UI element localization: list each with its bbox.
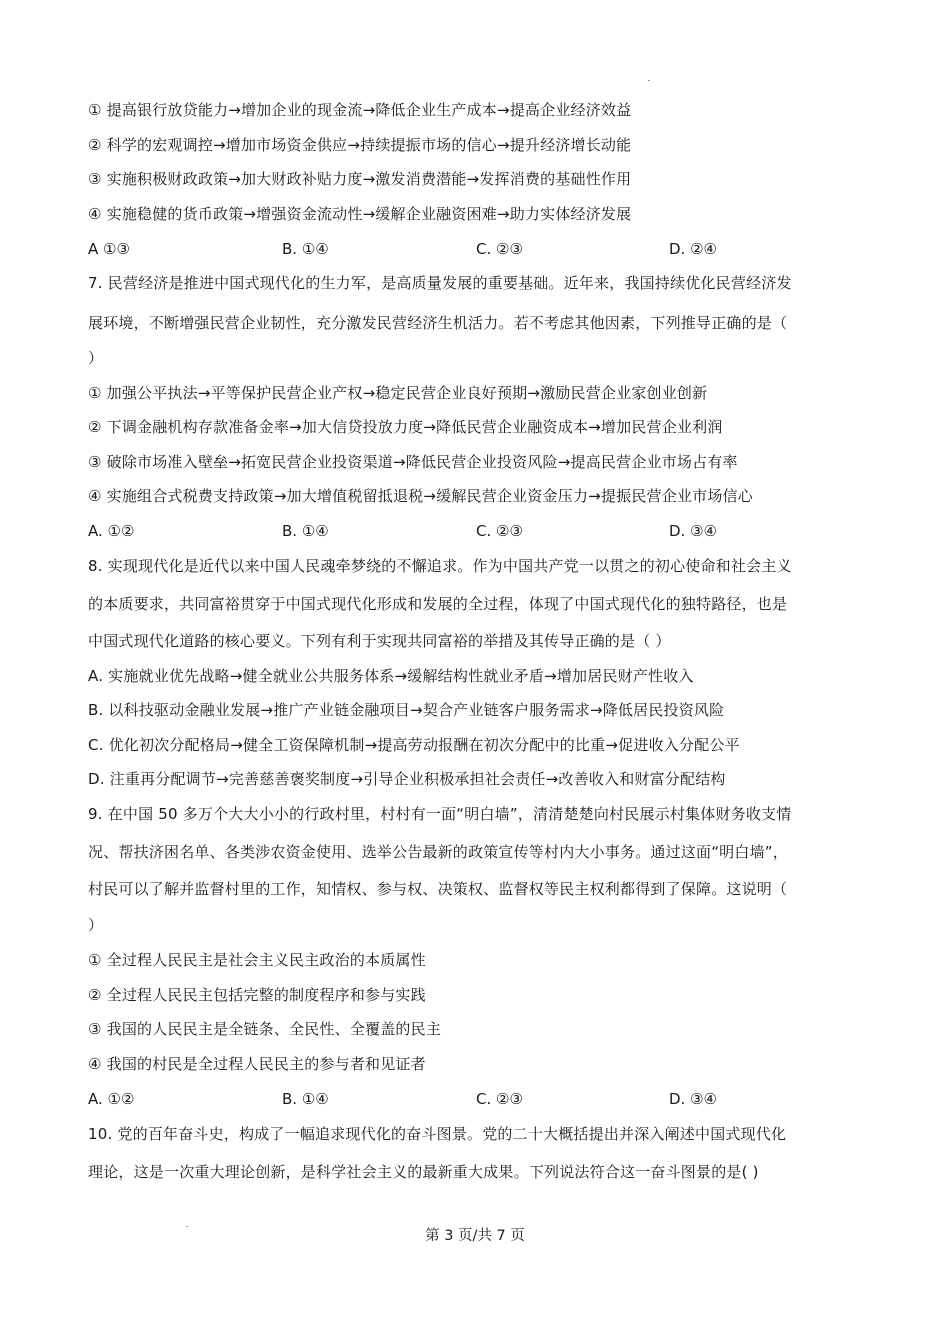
q9-item-2: ② 全过程人民民主包括完整的制度程序和参与实践 (88, 986, 426, 1004)
q8-stem-line-1: 8. 实现现代化是近代以来中国人民魂牵梦绕的不懈追求。作为中国共产党一以贯之的初心使命和社会主义 (88, 557, 792, 575)
q9-item-1: ① 全过程人民民主是社会主义民主政治的本质属性 (88, 951, 426, 969)
q8-choice-a: A. 实施就业优先战略→健全就业公共服务体系→缓解结构性就业矛盾→增加居民财产性收入 (88, 667, 694, 685)
q7-option-d: D. ③④ (669, 522, 717, 540)
q9-option-a: A. ①② (88, 1090, 135, 1108)
q6-item-1: ① 提高银行放贷能力→增加企业的现金流→降低企业生产成本→提高企业经济效益 (88, 101, 632, 119)
q9-stem-line-1: 9. 在中国 50 多万个大大小小的行政村里，村村有一面“明白墙”，清清楚楚向村民展示村集体财务收支情 (88, 805, 792, 823)
page-number: 第 3 页/共 7 页 (425, 1228, 525, 1244)
q9-stem-line-3: 村民可以了解并监督村里的工作，知情权、参与权、决策权、监督权等民主权利都得到了保障。这说明（ (88, 880, 788, 898)
q9-stem-line-2: 况、帮扶济困名单、各类涉农资金使用、选举公告最新的政策宣传等村内大小事务。通过这面“明白墙”， (88, 843, 788, 861)
q8-stem-line-2: 的本质要求，共同富裕贯穿于中国式现代化形成和发展的全过程，体现了中国式现代化的独特路径，也是 (88, 595, 788, 613)
q6-item-2: ② 科学的宏观调控→增加市场资金供应→持续提振市场的信心→提升经济增长动能 (88, 136, 632, 154)
q7-item-3: ③ 破除市场准入壁垒→拓宽民营企业投资渠道→降低民营企业投资风险→提高民营企业市场占有率 (88, 453, 738, 471)
q7-item-4: ④ 实施组合式税费支持政策→加大增值税留抵退税→缓解民营企业资金压力→提振民营企业市场信心 (88, 487, 753, 505)
q8-stem-line-3: 中国式现代化道路的核心要义。下列有利于实现共同富裕的举措及其传导正确的是（ ） (88, 632, 671, 650)
q8-choice-b: B. 以科技驱动金融业发展→推广产业链金融项目→契合产业链客户服务需求→降低居民投资风险 (88, 701, 725, 719)
q7-item-1: ① 加强公平执法→平等保护民营企业产权→稳定民营企业良好预期→激励民营企业家创业创新 (88, 384, 708, 402)
q9-item-4: ④ 我国的村民是全过程人民民主的参与者和见证者 (88, 1055, 426, 1073)
q6-option-c: C. ②③ (476, 240, 523, 258)
q9-option-c: C. ②③ (476, 1090, 523, 1108)
q10-stem-line-1: 10. 党的百年奋斗史，构成了一幅追求现代化的奋斗图景。党的二十大概括提出并深入阐述中国式现代化 (88, 1125, 787, 1143)
q7-stem-line-3: ） (88, 349, 104, 367)
q8-choice-c: C. 优化初次分配格局→健全工资保障机制→提高劳动报酬在初次分配中的比重→促进收入分配公平 (88, 736, 740, 754)
q6-option-a: A ①③ (88, 240, 130, 258)
q7-stem-line-2: 展环境，不断增强民营企业韧性，充分激发民营经济生机活力。若不考虑其他因素，下列推导正确的是（ (88, 314, 788, 332)
q6-item-3: ③ 实施积极财政政策→加大财政补贴力度→激发消费潜能→发挥消费的基础性作用 (88, 170, 632, 188)
q6-option-b: B. ①④ (282, 240, 329, 258)
q9-option-d: D. ③④ (669, 1090, 717, 1108)
q9-item-3: ③ 我国的人民民主是全链条、全民性、全覆盖的民主 (88, 1020, 442, 1038)
q8-choice-d: D. 注重再分配调节→完善慈善褒奖制度→引导企业积极承担社会责任→改善收入和财富分配结构 (88, 770, 726, 788)
q7-item-2: ② 下调金融机构存款准备金率→加大信贷投放力度→降低民营企业融资成本→增加民营企业利润 (88, 418, 723, 436)
q6-option-d: D. ②④ (669, 240, 717, 258)
q9-option-b: B. ①④ (282, 1090, 329, 1108)
q7-option-a: A. ①② (88, 522, 135, 540)
q7-option-b: B. ①④ (282, 522, 329, 540)
q7-option-c: C. ②③ (476, 522, 523, 540)
scan-speck (648, 80, 650, 81)
q9-stem-line-4: ） (88, 916, 104, 934)
q7-stem-line-1: 7. 民营经济是推进中国式现代化的生力军，是高质量发展的重要基础。近年来，我国持续优化民营经济发 (88, 274, 792, 292)
q10-stem-line-2: 理论，这是一次重大理论创新，是科学社会主义的最新重大成果。下列说法符合这一奋斗图景的是( ) (88, 1163, 759, 1181)
q6-item-4: ④ 实施稳健的货币政策→增强资金流动性→缓解企业融资困难→助力实体经济发展 (88, 205, 632, 223)
